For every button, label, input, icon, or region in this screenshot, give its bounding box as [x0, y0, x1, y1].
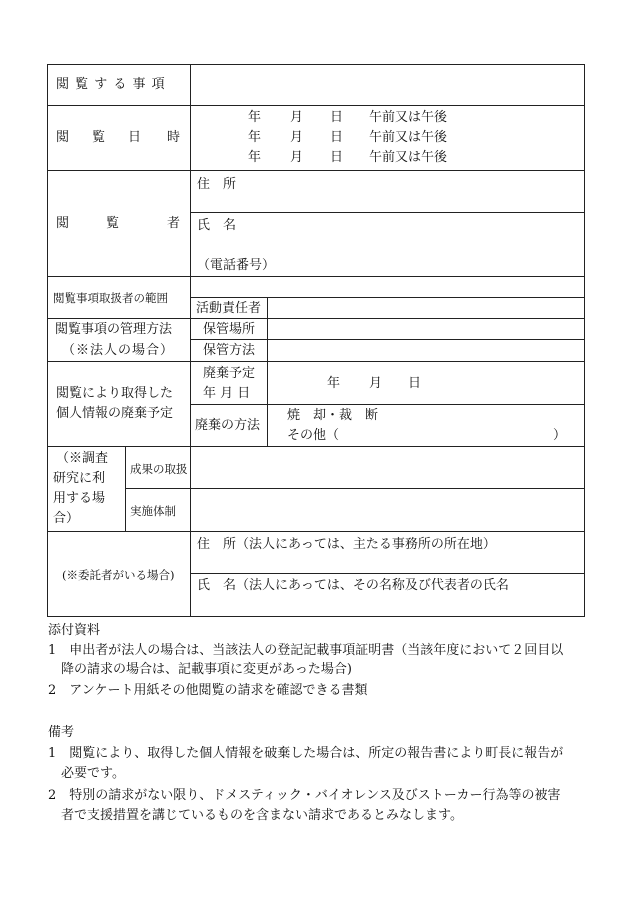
attachment-item-2: 2 アンケート用紙その他閲覧の請求を確認できる書類 — [48, 683, 368, 698]
planned-label-1: 廃棄予定 — [203, 366, 256, 381]
disposal-label-2: 個人情報の廃棄予定 — [56, 406, 174, 421]
storage-method-label: 保管方法 — [203, 343, 256, 358]
delegate-address-label[interactable]: 住 所（法人にあっては、主たる事務所の所在地） — [197, 537, 496, 552]
planned-label-2: 年 月 日 — [203, 386, 251, 401]
responsible-label: 活動責任者 — [196, 301, 262, 316]
research-result-field[interactable] — [192, 448, 582, 487]
management-label: 閲覧事項の管理方法 — [55, 322, 173, 337]
research-system-field[interactable] — [192, 490, 582, 530]
attachment-item-1: 1 申出者が法人の場合は、当該法人の登記記載事項証明書（当該年度において２回目以 — [48, 643, 564, 658]
disposal-option-other[interactable]: その他（ — [287, 428, 340, 443]
remark-item-1-cont: 必要です。 — [48, 766, 125, 781]
research-system-label: 実施体制 — [130, 504, 176, 518]
disposal-option-burn[interactable]: 焼 却・裁 断 — [287, 408, 379, 423]
remark-item-1: 1 閲覧により、取得した個人情報を破棄した場合は、所定の報告書により町長に報告が — [48, 746, 564, 761]
storage-place-label: 保管場所 — [203, 322, 256, 337]
remark-item-2: 2 特別の請求がない限り、ドメスティック・バイオレンス及びストーカー行為等の被害 — [48, 788, 561, 803]
attachments-heading: 添付資料 — [48, 623, 101, 638]
remark-item-2-cont: 者で支援措置を講じているものを含まない請求であるとみなします。 — [48, 808, 463, 823]
delegate-label: (※委託者がいる場合) — [62, 568, 175, 582]
viewer-address-label[interactable]: 住 所 — [197, 177, 237, 192]
disposal-label-1: 閲覧により取得した — [56, 386, 174, 401]
item-field[interactable] — [192, 66, 582, 104]
delegate-name-label[interactable]: 氏 名（法人にあっては、その名称及び代表者の氏名 — [197, 578, 509, 593]
disposal-other-close: ） — [553, 428, 567, 443]
storage-method-field[interactable] — [269, 341, 582, 360]
scope-field[interactable] — [192, 278, 582, 296]
viewer-name-label[interactable]: 氏 名 — [197, 218, 237, 233]
research-result-label: 成果の取扱 — [130, 462, 188, 476]
scope-label: 閲覧事項取扱者の範囲 — [53, 291, 168, 305]
attachment-item-1-cont: 降の請求の場合は、記載事項に変更があった場合) — [48, 662, 352, 677]
responsible-field[interactable] — [269, 299, 582, 317]
disposal-method-label: 廃棄の方法 — [195, 418, 261, 433]
management-corp-note: （※法人の場合） — [62, 343, 175, 358]
remarks-heading: 備考 — [48, 725, 75, 740]
viewer-phone-label[interactable]: （電話番号） — [197, 258, 276, 273]
item-label: 閲 覧 す る 事 項 — [56, 77, 166, 92]
storage-place-field[interactable] — [269, 320, 582, 338]
